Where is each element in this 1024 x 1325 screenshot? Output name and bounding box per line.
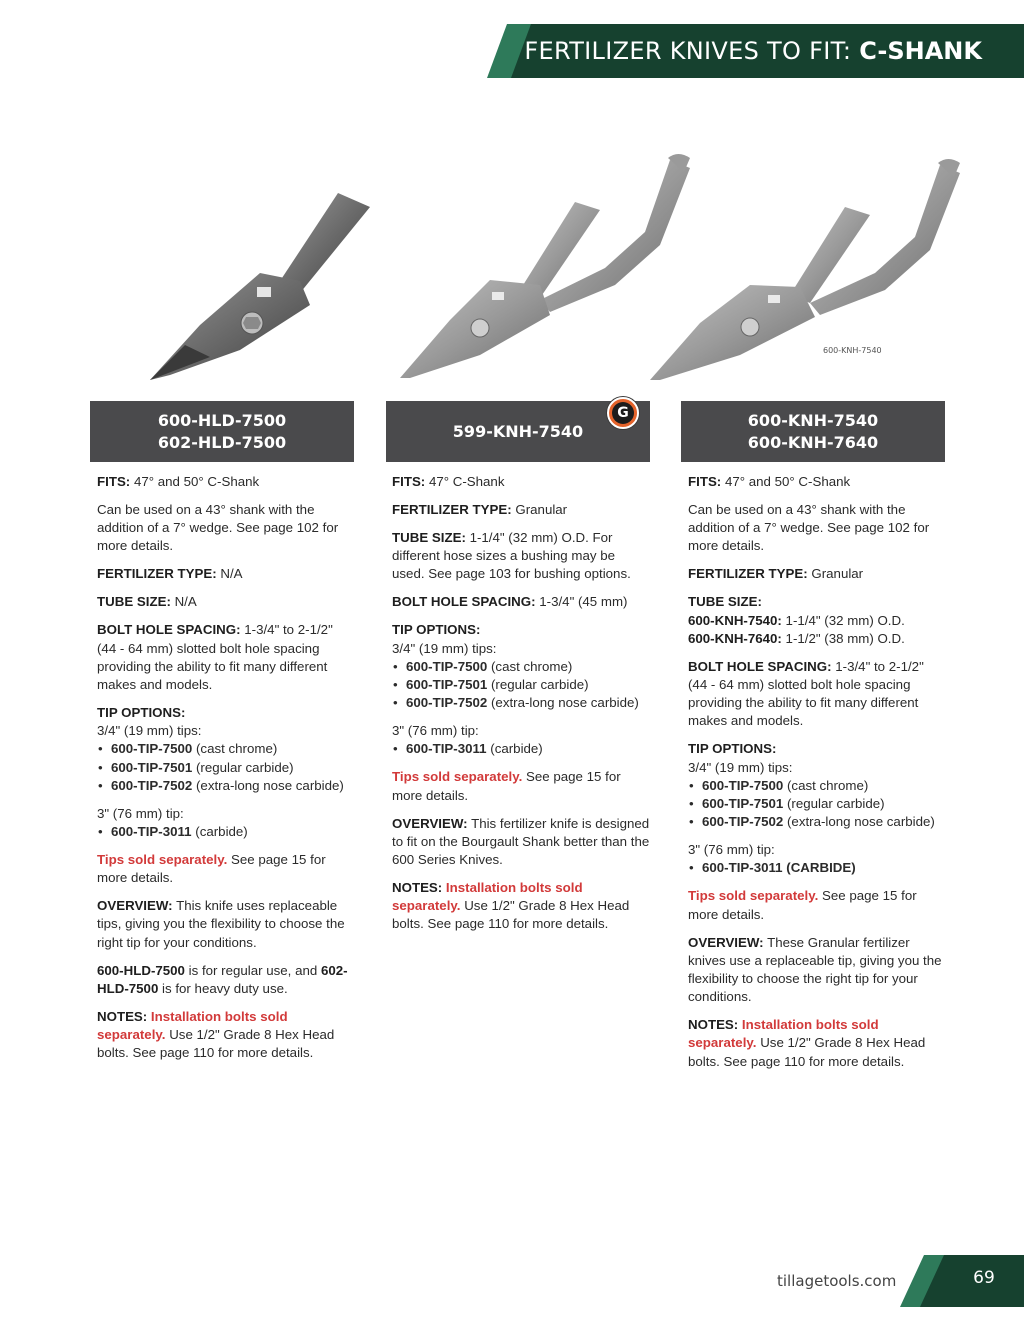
image-caption: 600-KNH-7540: [823, 346, 882, 355]
page-title-prefix: FERTILIZER KNIVES TO FIT:: [524, 37, 860, 65]
page-number: 69: [973, 1268, 995, 1288]
product-column-3: [688, 473, 946, 1081]
product-image-knh-7540: [650, 155, 970, 385]
tips-sold-note: Tips sold separately. See page 15 for more details.: [97, 852, 326, 886]
tube-size: TUBE SIZE: 1-1/4" (32 mm) O.D. For different hose sizes a bushing may be used. See page 103 for bushing options.: [392, 530, 631, 582]
list-item: • 600-TIP-7502 (extra-long nose carbide): [97, 777, 352, 795]
fits-line: FITS: 47° and 50° C-Shank: [97, 474, 260, 489]
wedge-note: Can be used on a 43° shank with the addition of a 7° wedge. See page 102 for more details.: [688, 502, 930, 554]
tube-size: TUBE SIZE: N/A: [97, 594, 197, 610]
usage-note: 600-HLD-7500 is for regular use, and 602-HLD-7500 is for heavy duty use.: [97, 962, 348, 996]
product-column-1: [97, 473, 352, 1072]
tip-options-label: TIP OPTIONS:: [392, 622, 481, 638]
list-item: • 600-TIP-7500 (cast chrome): [688, 777, 946, 795]
granular-badge-icon: G: [607, 397, 639, 429]
notes: NOTES: Installation bolts sold separately. Use 1/2" Grade 8 Hex Head bolts. See page 110 for more details.: [97, 1008, 335, 1061]
footer-website-link[interactable]: tillagetools.com: [777, 1272, 897, 1290]
tip-group-label: 3" (76 mm) tip:: [97, 805, 184, 821]
list-item: • 600-TIP-7501 (regular carbide): [392, 676, 650, 694]
fertilizer-type: FERTILIZER TYPE: Granular: [392, 502, 568, 517]
tip-list: [688, 859, 946, 877]
page-title-emphasis: C-SHANK: [859, 37, 982, 65]
part-number: 602-HLD-7500: [157, 432, 287, 452]
tips-sold-note: Tips sold separately. See page 15 for more details.: [688, 888, 917, 922]
tube-size: TUBE SIZE: 600-KNH-7540: 1-1/4" (32 mm) O.D. 600-KNH-7640: 1-1/2" (38 mm) O.D.: [688, 593, 946, 648]
tip-options: [392, 621, 650, 712]
tip-options-3in: [97, 805, 352, 841]
tip-options-label: TIP OPTIONS:: [97, 705, 186, 721]
tip-options-3in: [392, 722, 650, 758]
tips-sold-note: Tips sold separately. See page 15 for more details.: [392, 769, 621, 803]
tip-list: [392, 658, 650, 713]
notes: NOTES: Installation bolts sold separately. Use 1/2" Grade 8 Hex Head bolts. See page 110 for more details.: [688, 1017, 926, 1069]
tip-options: [97, 704, 352, 795]
column-header-3: [681, 401, 945, 462]
part-number: 600-HLD-7500: [157, 410, 287, 430]
list-item: • 600-TIP-7500 (cast chrome): [97, 740, 352, 758]
tip-list: [688, 777, 946, 832]
fits-line: FITS: 47° C-Shank: [392, 474, 505, 489]
bolt-hole-spacing: BOLT HOLE SPACING: 1-3/4" to 2-1/2" (44 - 64 mm) slotted bolt hole spacing providing the ability to fit many different makes and models.: [97, 622, 333, 693]
overview: OVERVIEW: This fertilizer knife is designed to fit on the Bourgault Shank better than the 600 Series Knives.: [392, 815, 650, 868]
tip-group-label: 3/4" (19 mm) tips:: [392, 640, 497, 656]
column-header-1: [90, 401, 354, 462]
page-title: [524, 35, 982, 67]
list-item: • 600-TIP-7500 (cast chrome): [392, 658, 650, 676]
tip-list: [97, 823, 352, 841]
fits-line: FITS: 47° and 50° C-Shank: [688, 474, 851, 489]
tip-options-label: TIP OPTIONS:: [688, 741, 777, 757]
tip-list: [97, 740, 352, 795]
notes: NOTES: Installation bolts sold separately. Use 1/2" Grade 8 Hex Head bolts. See page 110 for more details.: [392, 880, 630, 932]
part-number: 600-KNH-7540: [747, 410, 879, 430]
page-header-banner: [487, 24, 1024, 78]
fertilizer-type: FERTILIZER TYPE: Granular: [688, 566, 864, 582]
part-number: 600-KNH-7640: [747, 432, 879, 452]
list-item: • 600-TIP-3011 (CARBIDE): [688, 859, 946, 877]
product-image-hld-7500: [140, 185, 380, 390]
list-item: • 600-TIP-3011 (carbide): [392, 740, 650, 758]
tip-group-label: 3" (76 mm) tip:: [392, 723, 479, 739]
tip-list: [392, 740, 650, 758]
tube-size-line: 600-KNH-7640: 1-1/2" (38 mm) O.D.: [688, 630, 905, 646]
wedge-note: Can be used on a 43° shank with the addition of a 7° wedge. See page 102 for more details.: [97, 502, 339, 554]
list-item: • 600-TIP-7502 (extra-long nose carbide): [688, 813, 946, 831]
list-item: • 600-TIP-7502 (extra-long nose carbide): [392, 694, 650, 712]
list-item: • 600-TIP-3011 (carbide): [97, 823, 352, 841]
overview: OVERVIEW: These Granular fertilizer knives use a replaceable tip, giving you the flexibility to choose the right tip for your conditions.: [688, 934, 942, 1005]
bolt-hole-spacing: BOLT HOLE SPACING: 1-3/4" (45 mm): [392, 594, 628, 610]
part-number: 599-KNH-7540: [452, 421, 584, 441]
overview: OVERVIEW: This knife uses replaceable tips, giving you the flexibility to choose the right tip for your conditions.: [97, 898, 345, 950]
product-column-2: [392, 473, 650, 943]
tip-group-label: 3" (76 mm) tip:: [688, 842, 775, 858]
fertilizer-type: FERTILIZER TYPE: N/A: [97, 566, 243, 582]
tip-options: [688, 740, 946, 831]
tip-options-3in: [688, 841, 946, 877]
bolt-hole-spacing: BOLT HOLE SPACING: 1-3/4" to 2-1/2" (44 - 64 mm) slotted bolt hole spacing providing the ability to fit many different makes and models.: [688, 658, 924, 729]
tube-size-line: 600-KNH-7540: 1-1/4" (32 mm) O.D.: [688, 612, 905, 628]
list-item: • 600-TIP-7501 (regular carbide): [688, 795, 946, 813]
tip-group-label: 3/4" (19 mm) tips:: [97, 723, 202, 739]
list-item: • 600-TIP-7501 (regular carbide): [97, 759, 352, 777]
tip-group-label: 3/4" (19 mm) tips:: [688, 759, 793, 775]
